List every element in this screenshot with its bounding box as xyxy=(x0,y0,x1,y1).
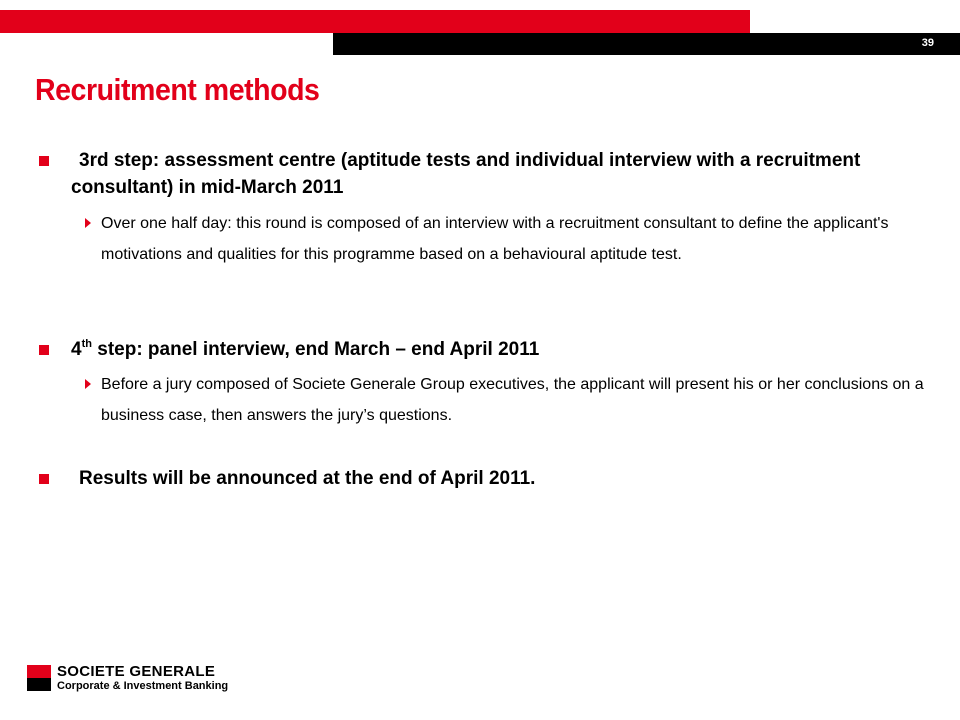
sub-bullet-text: Before a jury composed of Societe Generale Group executives, the applicant will present his or her conclusions on a business case, then answers the jury’s questions. xyxy=(101,376,924,424)
sub-bullet-text: Over one half day: this round is composed of an interview with a recruitment consultant to define the applicant's motivations and qualities for this programme based on a behavioural aptitude test. xyxy=(101,215,889,263)
logo-subtitle: Corporate & Investment Banking xyxy=(57,680,229,692)
bullet-square-icon xyxy=(39,345,49,355)
bullet-square-icon xyxy=(39,474,49,484)
logo-name: SOCIETE GENERALE xyxy=(57,663,216,680)
step-text: step: panel interview, end March – end April 2011 xyxy=(91,339,540,360)
sub-bullet-arrow-icon xyxy=(85,379,91,389)
page-number: 39 xyxy=(921,37,934,49)
step-number: 4 xyxy=(71,339,82,360)
bullet-square-icon xyxy=(39,156,49,166)
bullet-text: 3rd step: assessment centre (aptitude tests and individual interview with a recruitment consultant) in mid-March 2011 xyxy=(71,150,861,198)
slide-title: Recruitment methods xyxy=(35,72,320,107)
bullet-text: Results will be announced at the end of April 2011. xyxy=(79,468,536,489)
header-black-bar xyxy=(333,33,960,55)
bullet-text xyxy=(71,336,921,363)
step-ordinal-suffix: th xyxy=(81,338,92,350)
logo-mark-lower xyxy=(27,678,51,691)
header-red-bar xyxy=(0,10,750,33)
sub-bullet-arrow-icon xyxy=(85,218,91,228)
